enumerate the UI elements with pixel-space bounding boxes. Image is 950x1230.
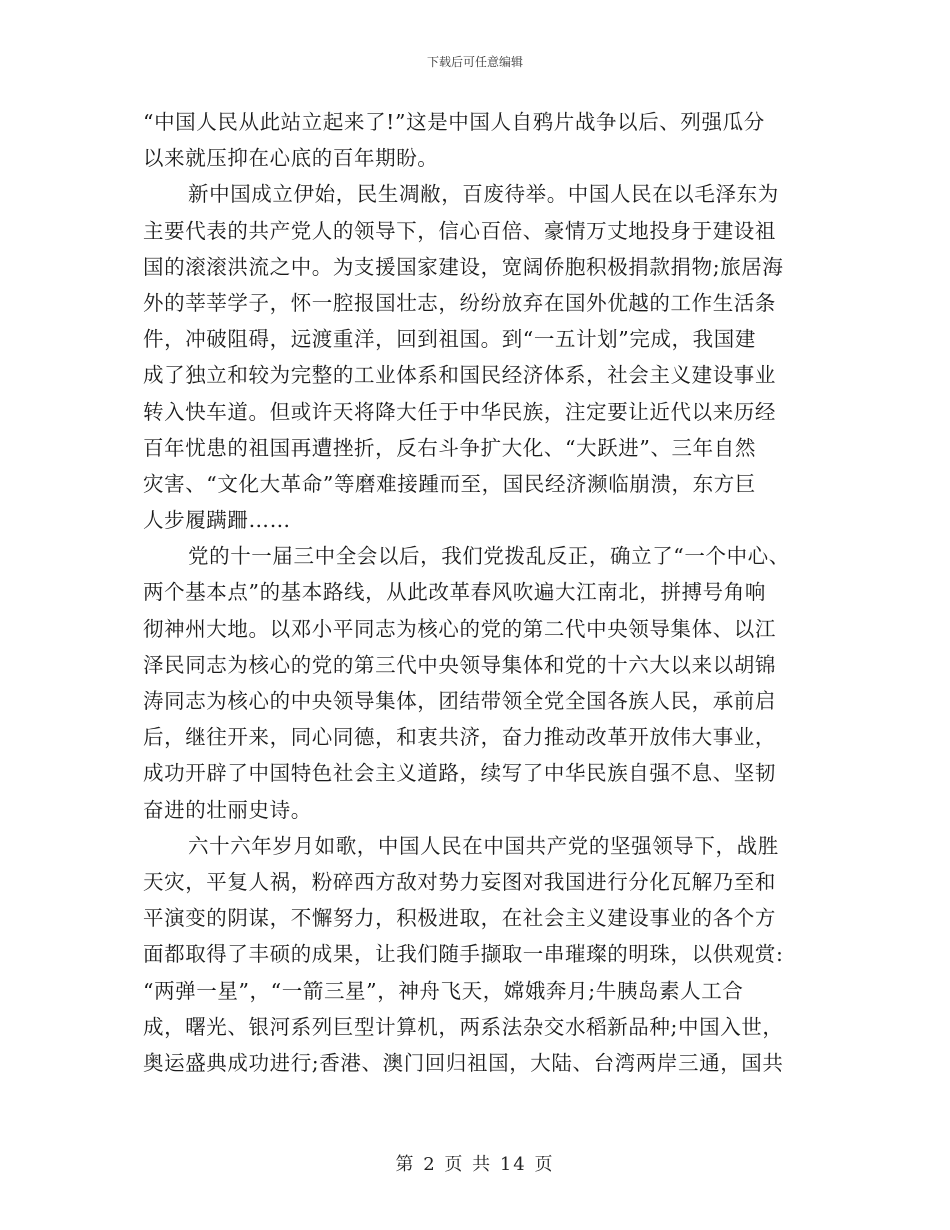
text-line-paragraph-start: 党的十一届三中全会以后，我们党拨乱反正，确立了“一个中心、	[188, 544, 790, 569]
text-line: “中国人民从此站立起来了!”这是中国人自鸦片战争以后、列强瓜分	[143, 110, 765, 134]
text-line: “两弹一星”，“一箭三星”，神舟飞天，嫦娥奔月;牛胰岛素人工合	[143, 978, 744, 1003]
text-line: 泽民同志为核心的党的第三代中央领导集体和党的十六大以来以胡锦	[143, 652, 776, 677]
text-line: 百年忧患的祖国再遭挫折，反右斗争扩大化、“大跃进”、三年自然	[143, 435, 756, 460]
document-body	[143, 104, 805, 1081]
text-line: 成，曙光、银河系列巨型计算机，两系法杂交水稻新品种;中国入世，	[143, 1014, 784, 1039]
text-line: 成功开辟了中国特色社会主义道路，续写了中华民族自强不息、坚韧	[143, 761, 776, 786]
text-line: 件，冲破阻碍，远渡重洋，回到祖国。到“一五计划”完成，我国建	[143, 327, 756, 352]
page-header-note: 下载后可任意编辑	[426, 55, 523, 69]
text-line: 以来就压抑在心底的百年期盼。	[143, 146, 439, 171]
page-number: 第 2 页 共 14 页	[395, 1154, 555, 1175]
text-line: 天灾，平复人祸，粉碎西方敌对势力妄图对我国进行分化瓦解乃至和	[143, 869, 776, 894]
text-line: 主要代表的共产党人的领导下，信心百倍、豪情万丈地投身于建设祖	[143, 218, 776, 243]
text-line: 外的莘莘学子，怀一腔报国壮志，纷纷放弃在国外优越的工作生活条	[143, 290, 776, 315]
text-line-paragraph-start: 六十六年岁月如歌，中国人民在中国共产党的坚强领导下，战胜	[188, 833, 779, 858]
text-line: 平演变的阴谋，不懈努力，积极进取，在社会主义建设事业的各个方	[143, 906, 776, 931]
text-line: 后，继往开来，同心同德，和衷共济，奋力推动改革开放伟大事业，	[143, 725, 776, 750]
text-line: 奋进的壮丽史诗。	[143, 797, 312, 822]
text-line: 人步履蹒跚……	[143, 508, 291, 533]
text-line-paragraph-start: 新中国成立伊始，民生凋敝，百废待举。中国人民在以毛泽东为	[188, 182, 779, 207]
text-line: 彻神州大地。以邓小平同志为核心的党的第二代中央领导集体、以江	[143, 616, 776, 641]
text-line: 奥运盛典成功进行;香港、澳门回归祖国，大陆、台湾两岸三通，国共	[143, 1050, 784, 1075]
text-line: 成了独立和较为完整的工业体系和国民经济体系，社会主义建设事业	[143, 363, 776, 388]
text-line: 涛同志为核心的中央领导集体，团结带领全党全国各族人民，承前启	[143, 689, 776, 713]
text-line: 两个基本点”的基本路线，从此改革春风吹遍大江南北，拼搏号角响	[143, 580, 766, 605]
text-line: 灾害、“文化大革命”等磨难接踵而至，国民经济濒临崩溃，东方巨	[143, 471, 756, 496]
text-line: 国的滚滚洪流之中。为支援国家建设，宽阔侨胞积极捐款捐物;旅居海	[143, 254, 784, 279]
text-line: 面都取得了丰硕的成果，让我们随手撷取一串璀璨的明珠，以供观赏:	[143, 942, 784, 967]
text-line: 转入快车道。但或许天将降大任于中华民族，注定要让近代以来历经	[143, 399, 776, 424]
